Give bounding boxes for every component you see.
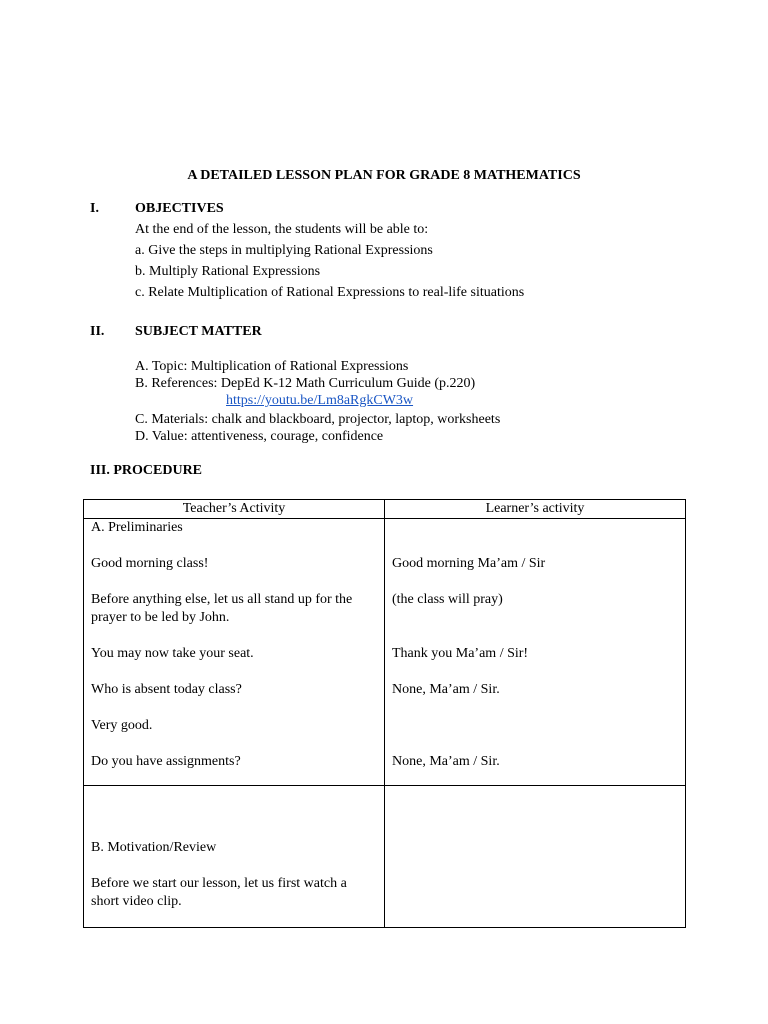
video-link[interactable]: https://youtu.be/Lm8aRgkCW3w bbox=[226, 393, 414, 408]
subject-references: B. References: DepEd K-12 Math Curriculum Guide (p.220) bbox=[135, 376, 476, 391]
learner-line-1: Good morning Ma’am / Sir bbox=[392, 556, 546, 571]
procedure-table bbox=[83, 499, 686, 928]
motivation-label: B. Motivation/Review bbox=[91, 840, 217, 855]
motivation-row bbox=[84, 786, 686, 928]
preliminaries-label: A. Preliminaries bbox=[91, 520, 183, 535]
objectives-heading: OBJECTIVES bbox=[135, 201, 224, 216]
teacher-line-5: Very good. bbox=[91, 718, 153, 733]
subject-matter-number: II. bbox=[90, 324, 105, 339]
subject-value: D. Value: attentiveness, courage, confidence bbox=[135, 429, 384, 444]
learner-line-6: None, Ma’am / Sir. bbox=[392, 754, 500, 769]
procedure-header-row bbox=[84, 500, 686, 519]
teacher-line-1: Good morning class! bbox=[91, 556, 209, 571]
objectives-number: I. bbox=[90, 201, 99, 216]
learner-preliminaries-cell bbox=[385, 519, 686, 786]
learner-line-3: Thank you Ma’am / Sir! bbox=[392, 646, 529, 661]
motivation-text: Before we start our lesson, let us first watch a short video clip. bbox=[91, 876, 347, 909]
teacher-line-4: Who is absent today class? bbox=[91, 682, 242, 697]
preliminaries-row bbox=[84, 519, 686, 786]
objective-a: a. Give the steps in multiplying Rational Expressions bbox=[135, 243, 433, 258]
learner-line-2: (the class will pray) bbox=[392, 592, 503, 607]
document-title: A DETAILED LESSON PLAN FOR GRADE 8 MATHEMATICS bbox=[187, 168, 581, 183]
subject-matter-heading: SUBJECT MATTER bbox=[135, 324, 262, 339]
objectives-intro: At the end of the lesson, the students will be able to: bbox=[135, 222, 429, 237]
teacher-motivation-cell bbox=[84, 786, 385, 928]
teacher-line-3: You may now take your seat. bbox=[91, 646, 254, 661]
teacher-activity-header: Teacher’s Activity bbox=[84, 500, 385, 519]
objective-b: b. Multiply Rational Expressions bbox=[135, 264, 321, 279]
subject-materials: C. Materials: chalk and blackboard, projector, laptop, worksheets bbox=[135, 412, 501, 427]
learner-motivation-cell bbox=[385, 786, 686, 928]
learner-line-4: None, Ma’am / Sir. bbox=[392, 682, 500, 697]
learner-activity-header: Learner’s activity bbox=[385, 500, 686, 519]
teacher-line-2: Before anything else, let us all stand up for the prayer to be led by John. bbox=[91, 592, 353, 625]
teacher-preliminaries-cell bbox=[84, 519, 385, 786]
teacher-line-6: Do you have assignments? bbox=[91, 754, 241, 769]
subject-topic: A. Topic: Multiplication of Rational Expressions bbox=[135, 359, 409, 374]
objective-c: c. Relate Multiplication of Rational Expressions to real-life situations bbox=[135, 285, 525, 300]
procedure-heading: III. PROCEDURE bbox=[90, 463, 203, 478]
